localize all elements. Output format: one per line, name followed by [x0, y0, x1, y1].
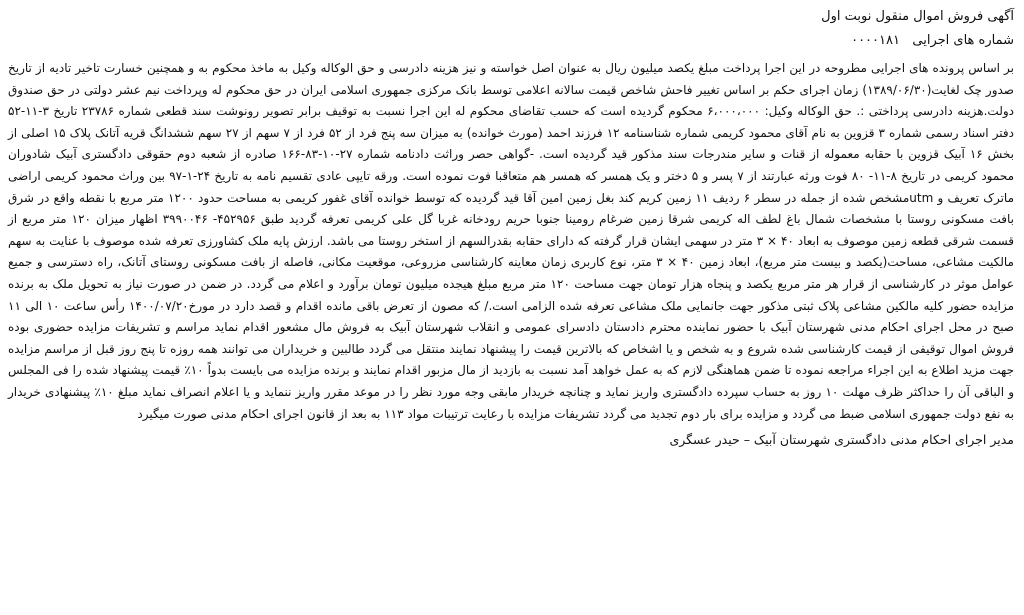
notice-title: آگهی فروش اموال منقول نوبت اول — [821, 9, 1014, 24]
notice-body-text: بر اساس پرونده های اجرایی مطروحه در این اجرا پرداخت مبلغ یکصد میلیون ریال به عنوان اصل خواسته و نیز هزینه دادرسی و حق الوکاله وکیل به ماخذ محکوم به و همچنین خسارت تاخیر تادیه از تاریخ صدور چک لغایت(۱۳۸۹/۰۶/۳۰) زمان اجرای حکم بر اساس تغییر فاحش شاخص قیمت سالانه اعلامی توسط بانک مرکزی جمهوری اسلامی ایران در حق محکوم له وپرداخت نیم عشر دولتی در حق صندوق دولت.هزینه دادرسی پرداختی :. حق الوکاله وکیل: ۶،۰۰۰،۰۰۰ محکوم گردیده است که حسب تقاضای محکوم له این اجرا نسبت به توقیف برابر تصویر رونوشت سند قطعی شماره ۲۳۷۸۶ تاریخ ۳-۱۱-۵۲ دفتر اسناد رسمی شماره ۳ قزوین به نام آقای محمود کریمی شماره شناسنامه ۱۲ فرزند احمد (مورث خوانده) به میزان سه پنج فرد از ۵۲ فرد از ۷ سهم از ۲۷ سهم ششدانگ قریه آتانک پلاک ۱۵ اصلی از بخش ۱۶ آبیک قزوین با حقابه معموله از قنات و سایر مندرجات سند مذکور قید گردیده است. -گواهی حصر وراثت دادنامه شماره ۲۷-۱۰-۸۳-۱۶۶ صادره از شعبه دوم حقوقی دادگستری آبیک شادوران محمود کریمی در تاریخ ۸-۱۱- ۸۰ فوت ورثه عبارتند از ۷ پسر و ۵ دختر و یک همسر که همسر هم متعاقبا فوت نموده است. ورقه تایپی عادی تقسیم نامه به تاریخ ۲۴-۱-۹۷ بین وراث محمود کریمی اراضی ماترک تعریف و utmمشخص شده از جمله در سطر ۶ ردیف ۱۱ زمین کریم کند بغل زمین امین آقا قید گردیده که توسط خوانده آقای غفور کریمی به مساحت حدود ۱۲۰۰ متر مربع با نقطه واقع در شرق بافت مسکونی روستا با مشخصات شمال باغ لطف اله کریمی شرقا زمین ضرغام رومینا جنوبا حریم رودخانه غربا گل علی کریمی تعرفه گردید طبق ۴۵۲۹۵۶- ۳۹۹۰۰۴۶ اظهار میزان ۱۲۰ متر مربع از قسمت شرقی قطعه زمین موصوف به ابعاد ۴۰ × ۳ متر در سهمی ایشان قرار گرفته که دارای حقابه بقدرالسهم از استخر روستا می باشد. ارزش پایه ملک کشاورزی تعرفه شده موصوف با عنایت به سهم مالکیت مشاعی، مساحت(یکصد و بیست متر مربع)، ابعاد زمین ۴۰ × ۳ متر، نوع کاربری زمان معاینه کارشناسی مزروعی، موقعیت مکانی، فاصله از بافت مسکونی روستای آتانک، راه دسترسی و جمیع عوامل موثر در کارشناسی از قرار هر متر مربع یکصد و پنجاه هزار تومان جهت مساحت ۱۲۰ متر مربع مبلغ هیجده میلیون تومان برآورد و اعلام می گردد. در ضمن در صورت نیاز به تحویل ملک به برنده مزایده حضور کلیه مالکین مشاعی پلاک ثبتی مذکور جهت جانمایی ملک مشاعی تعرفه شده الزامی است./ که مصون از تعرض باقی مانده اقدام و قصد دارد در مورخ۱۴۰۰/۰۷/۲۰ رأس ساعت ۱۰ الی ۱۱ صبح در محل اجرای احکام مدنی شهرستان آبیک با حضور نماینده محترم دادستان دادسرای عمومی و انقلاب شهرستان آبیک به فروش مال مشعور اقدام نماید مراسم و تشریفات مزایده حضوری بوده فروش اموال توقیفی از قیمت کارشناسی شده شروع و به شخص و یا اشخاص که بالاترین قیمت را پیشنهاد نمایند منتقل می گردد طالبین و خریداران می توانند همه روزه تا پنج روز قبل از مراسم مزایده جهت مزید اطلاع به این اجراء مراجعه نموده تا ضمن هماهنگی لازم که به عمل خواهد آمد نسبت به بازدید از مال مزبور اقدام نمایند و برنده مزایده می بایست بدواً ۱۰٪ قیمت پیشنهاد شده را فی المجلس و الباقی آن را حداکثر ظرف مهلت ۱۰ روز به حساب سپرده دادگستری واریز نماید و چنانچه خریدار مابقی وجه مورد نظر را در موعد مقرر واریز ننماید و یا اعلام انصراف نماید مبلغ ۱۰٪ پیشنهادی خریدار به نفع دولت جمهوری اسلامی ضبط می گردد و مزایده برای بار دوم تجدید می گردد تشریفات مزایده با رعایت ترتیبات مواد ۱۱۳ به بعد از قانون اجرای احکام مدنی صورت میگیرد — [8, 61, 1015, 421]
notice-body — [6, 58, 1018, 425]
execution-number-value: ۰۰۰۰۱۸۱ — [851, 33, 900, 48]
execution-number — [6, 30, 1018, 52]
notice-signature: مدیر اجرای احکام مدنی دادگستری شهرستان آبیک – حیدر عسگری — [669, 432, 1014, 448]
execution-number-label: شماره های اجرایی — [912, 33, 1014, 48]
